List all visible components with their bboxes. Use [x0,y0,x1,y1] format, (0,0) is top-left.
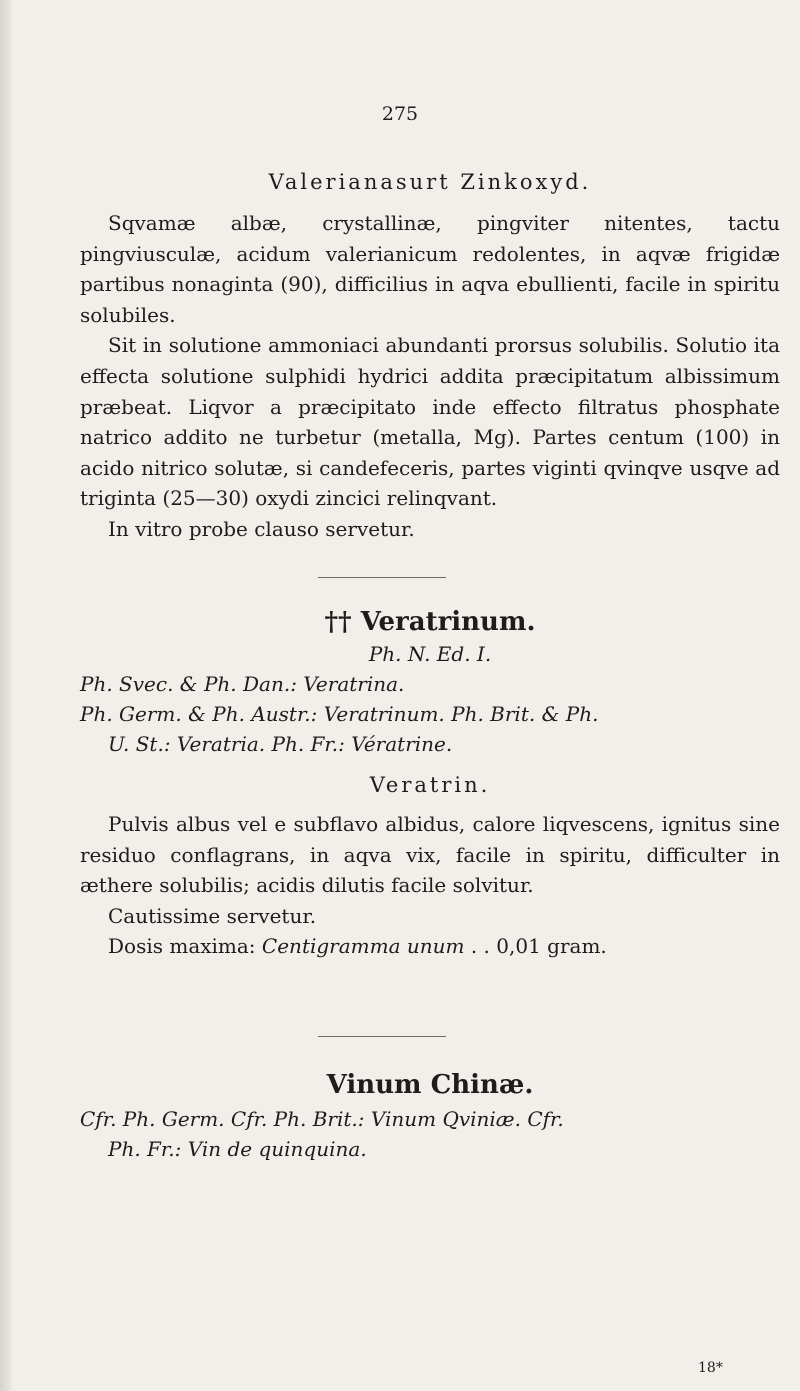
section-divider [318,577,446,578]
dosis-line [80,931,780,962]
paragraph: Cautissime servetur. [108,903,317,928]
section-heading: Veratrin. [369,773,491,797]
paragraph: Sqvamæ albæ, crystallinæ, pingviter nitentes, tactu pingviusculæ, acidum valerianicum redolentes, in aqvæ frigidæ partibus nonaginta (90), difficilius in aqva ebullienti, facile in spiritu solubiles. [80,211,780,327]
paragraph: In vitro probe clauso servetur. [108,516,415,541]
section-valerianasurt [80,170,780,545]
page-number: 275 [381,103,419,125]
section-vinum-chinae [80,1070,780,1164]
section-heading: Valerianasurt Zinkoxyd. [268,170,592,194]
reference-line: Cfr. Ph. Germ. Cfr. Ph. Brit.: Vinum Qviniæ. Cfr. [80,1107,564,1131]
reference-line: Ph. Fr.: Vin de quinquina. [108,1137,367,1161]
dosis-text: Centigramma unum [261,934,465,959]
paragraph: Pulvis albus vel e subflavo albidus, calore liqvescens, ignitus sine residuo conflagrans, in aqva vix, facile in spiritu, difficulter in æthere solubilis; acidis dilutis facile solvitur. [80,812,780,898]
reference-line: U. St.: Veratria. Ph. Fr.: Vératrine. [108,732,453,756]
dosis-label: Dosis maxima: [108,934,256,959]
signature-mark: 18* [698,1360,723,1376]
section-divider [318,1036,446,1037]
entry-title: †† Veratrinum. [324,607,536,637]
reference-line: Ph. Germ. & Ph. Austr.: Veratrinum. Ph. Brit. & Ph. [80,702,599,726]
page-gutter [0,0,12,1391]
reference-line: Ph. Svec. & Ph. Dan.: Veratrina. [80,672,405,696]
entry-title: Vinum Chinæ. [326,1070,534,1100]
dosis-dots: . . [470,934,490,959]
paragraph: Sit in solutione ammoniaci abundanti prorsus solubilis. Solutio ita effecta solutione sulphidi hydrici addita præcipitatum albissimum præbeat. Liqvor a præcipitato inde effecto filtratus phosphate natrico addito ne turbetur (metalla, Mg). Partes centum (100) in acido nitrico solutæ, si candefeceris, partes viginti qvinqve usqve ad triginta (25—30) oxydi zincici relinqvant. [80,333,780,511]
pharmacopoeia-ref: Ph. N. Ed. I. [368,642,492,666]
section-veratrinum [80,607,780,962]
dosis-value: 0,01 gram. [496,934,607,959]
